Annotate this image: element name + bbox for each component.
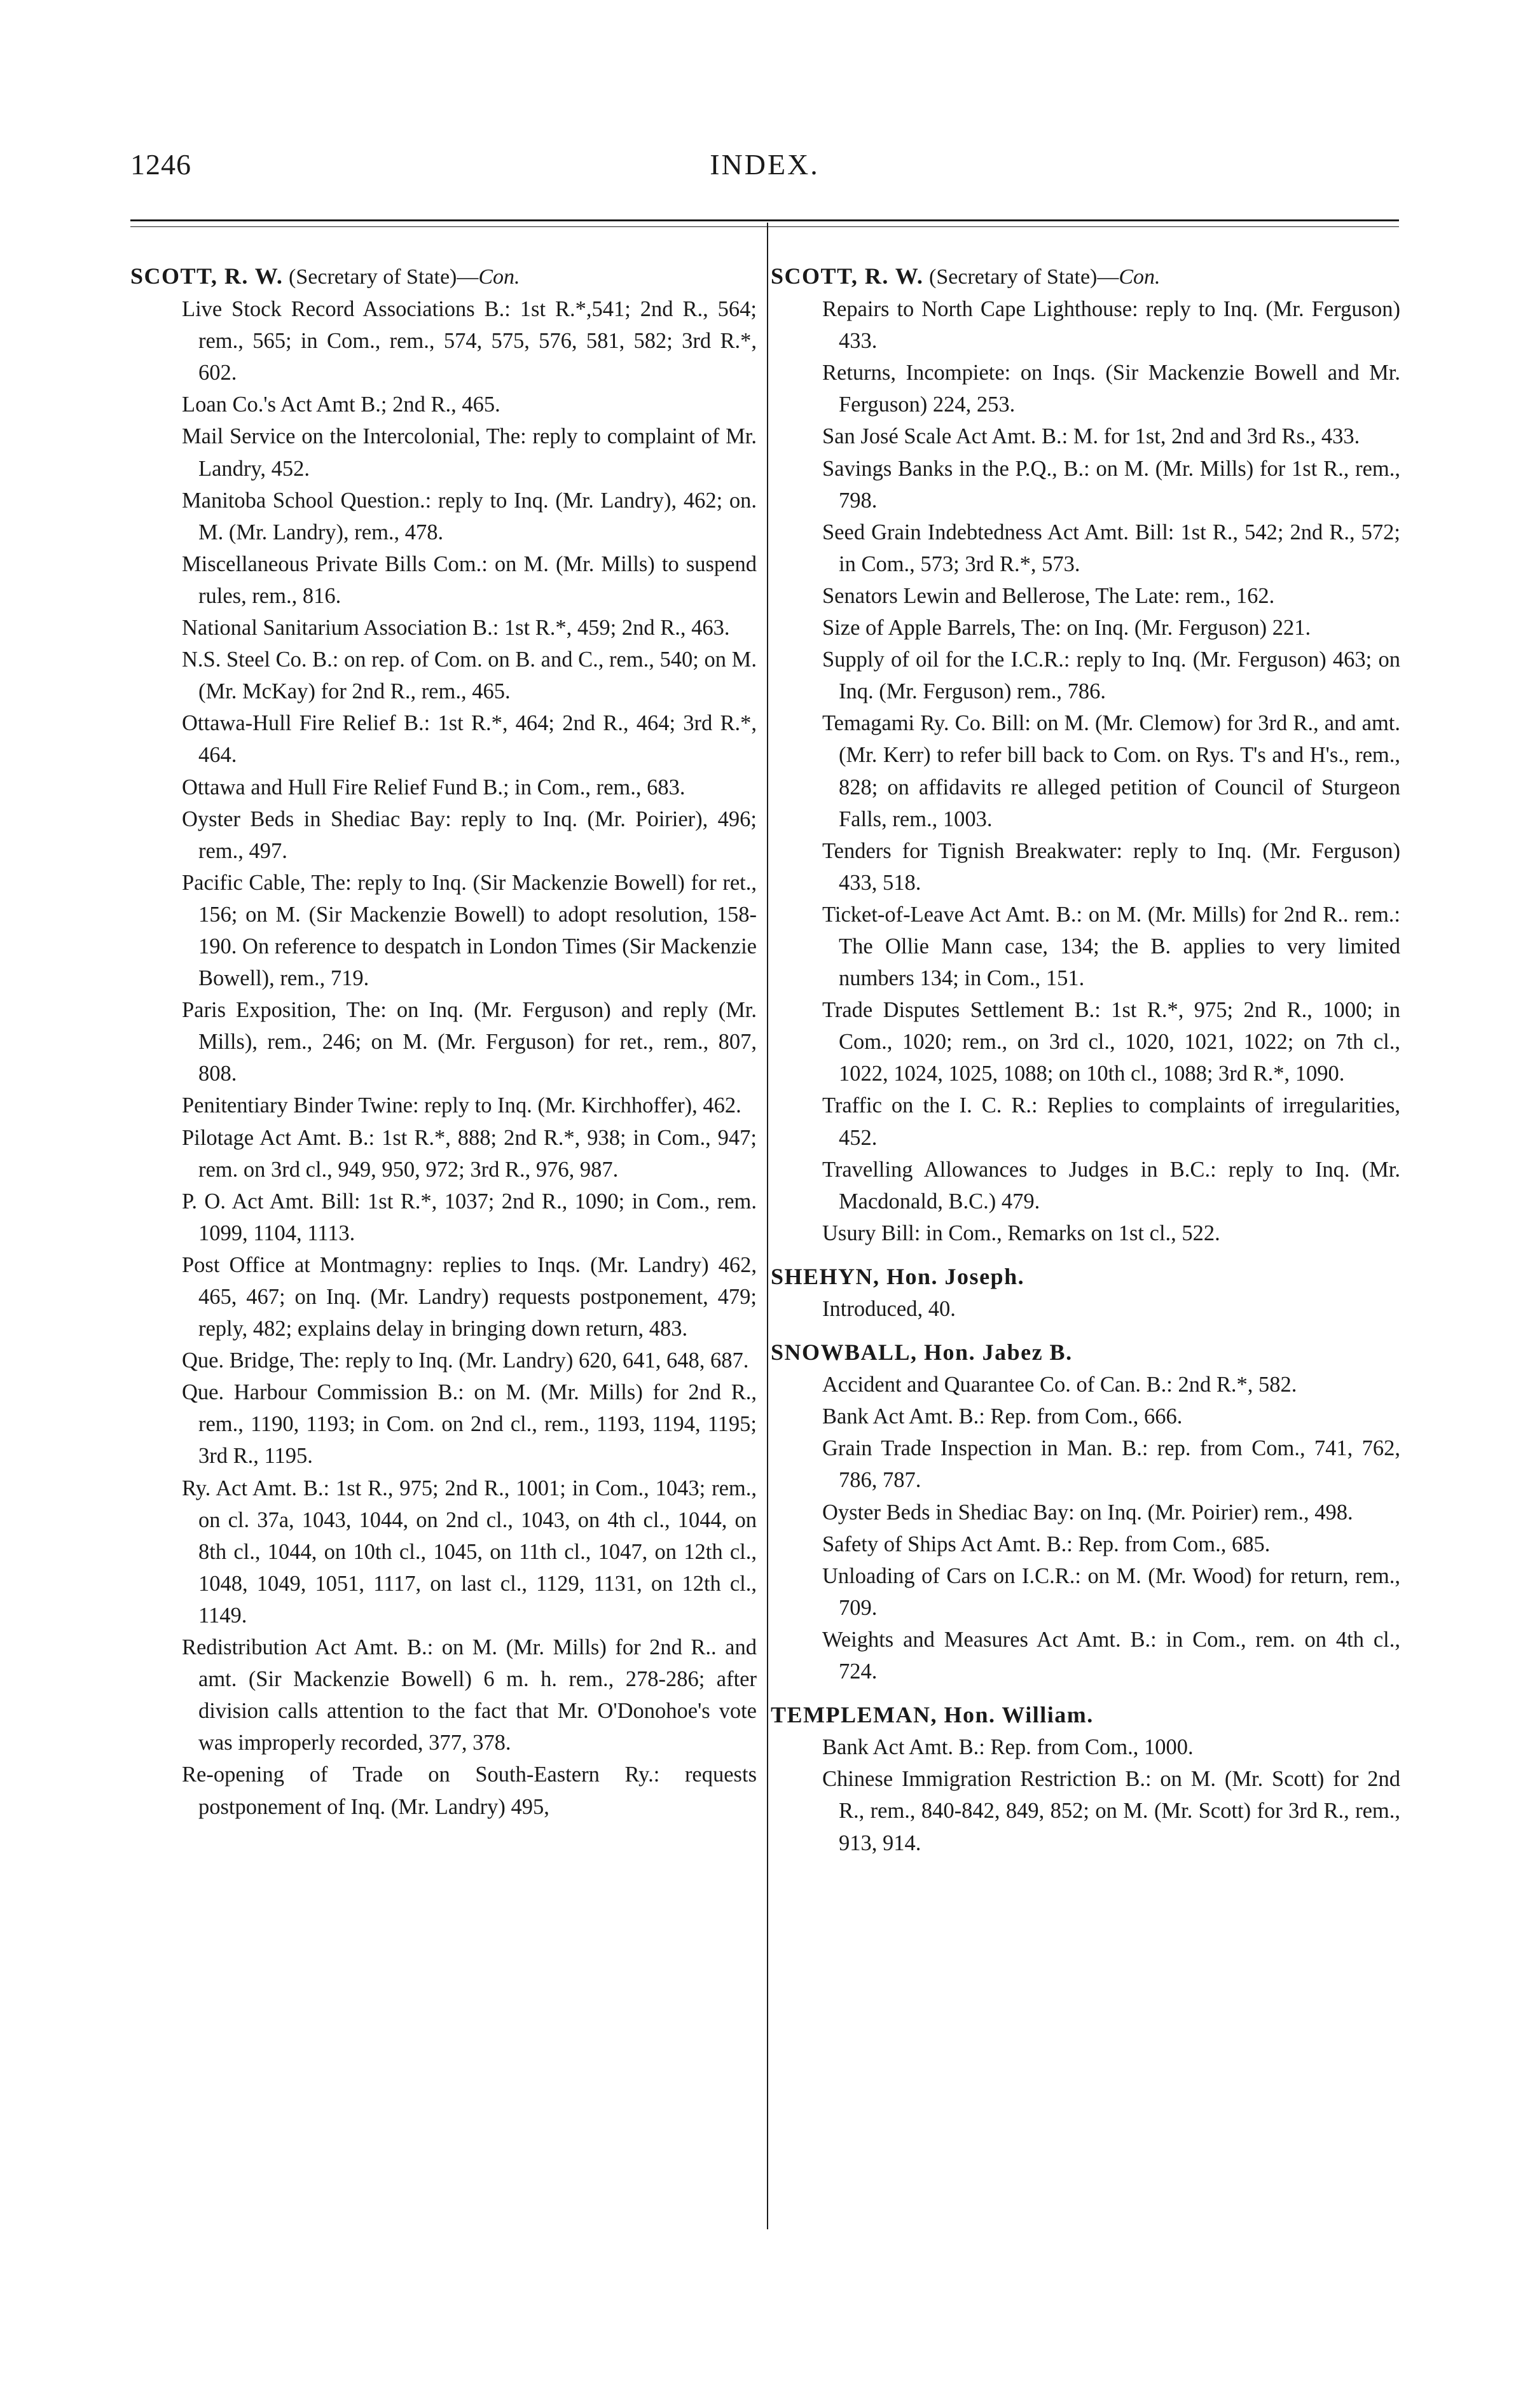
index-entry: Paris Exposition, The: on Inq. (Mr. Ferguson) and reply (Mr. Mills), rem., 246; on M. (Mr. Ferguson) for ret., rem., 807, 808. [182, 998, 757, 1086]
index-entry: Loan Co.'s Act Amt B.; 2nd R., 465. [182, 392, 500, 417]
index-entry: Miscellaneous Private Bills Com.: on M. (Mr. Mills) to suspend rules, rem., 816. [182, 551, 757, 608]
page-header [130, 148, 1399, 198]
index-entry: Oyster Beds in Shediac Bay: reply to Inq. (Mr. Poirier), 496; rem., 497. [182, 806, 757, 863]
index-entry: Usury Bill: in Com., Remarks on 1st cl., 522. [822, 1221, 1220, 1245]
page-number: 1246 [130, 148, 191, 181]
index-entry: Accident and Quarantee Co. of Can. B.: 2nd R.*, 582. [822, 1373, 1297, 1397]
index-heading [771, 1261, 1400, 1293]
index-entry: Bank Act Amt. B.: Rep. from Com., 1000. [822, 1735, 1194, 1760]
header-rule-thin [130, 226, 1399, 227]
index-entry: Introduced, 40. [822, 1297, 956, 1321]
index-entry: Senators Lewin and Bellerose, The Late: rem., 162. [822, 583, 1275, 608]
index-entry: Size of Apple Barrels, The: on Inq. (Mr. Ferguson) 221. [822, 616, 1311, 640]
index-entry: Grain Trade Inspection in Man. B.: rep. from Com., 741, 762, 786, 787. [822, 1436, 1400, 1493]
index-entry: San José Scale Act Amt. B.: M. for 1st, 2nd and 3rd Rs., 433. [822, 424, 1360, 449]
index-entry: Oyster Beds in Shediac Bay: on Inq. (Mr. Poirier) rem., 498. [822, 1500, 1353, 1525]
index-heading [771, 1699, 1400, 1731]
heading-name: SCOTT, R. W. [771, 263, 924, 289]
heading-role: (Secretary of State)— [929, 265, 1119, 289]
index-entry: Post Office at Montmagny: replies to Inqs. (Mr. Landry) 462, 465, 467; on Inq. (Mr. Landry) requests postponement, 479; reply, 482; explains delay in bringing down return, 483. [182, 1252, 757, 1341]
index-entry: Pilotage Act Amt. B.: 1st R.*, 888; 2nd R.*, 938; in Com., 947; rem. on 3rd cl., 949, 950, 972; 3rd R., 976, 987. [182, 1125, 757, 1182]
entry-list [130, 293, 757, 1823]
index-entry: Bank Act Amt. B.: Rep. from Com., 666. [822, 1404, 1183, 1429]
index-entry: Savings Banks in the P.Q., B.: on M. (Mr. Mills) for 1st R., rem., 798. [822, 456, 1400, 513]
index-entry: Traffic on the I. C. R.: Replies to complaints of irregularities, 452. [822, 1093, 1400, 1150]
index-entry: Tenders for Tignish Breakwater: reply to Inq. (Mr. Ferguson) 433, 518. [822, 838, 1400, 895]
index-entry: Que. Bridge, The: reply to Inq. (Mr. Landry) 620, 641, 648, 687. [182, 1348, 749, 1373]
index-entry: Live Stock Record Associations B.: 1st R.*,541; 2nd R., 564; rem., 565; in Com., rem., 574, 575, 576, 581, 582; 3rd R.*, 602. [182, 297, 757, 385]
index-entry: Ticket-of-Leave Act Amt. B.: on M. (Mr. Mills) for 2nd R.. rem.: The Ollie Mann case, 134; the B. applies to very limited numbers 134; in Com., 151. [822, 902, 1400, 991]
index-heading [130, 260, 757, 293]
right-column [771, 258, 1400, 1859]
index-entry: Re-opening of Trade on South-Eastern Ry.: requests postponement of Inq. (Mr. Landry) 495, [182, 1762, 757, 1819]
heading-role: (Secretary of State)— [289, 265, 479, 289]
running-title: INDEX. [710, 148, 820, 181]
index-entry: Temagami Ry. Co. Bill: on M. (Mr. Clemow) for 3rd R., and amt. (Mr. Kerr) to refer bill back to Com. on Rys. T's and H's., rem., 828; on affidavits re alleged petition of Council of Sturgeon Falls, rem., 1003. [822, 711, 1400, 831]
index-entry: Weights and Measures Act Amt. B.: in Com., rem. on 4th cl., 724. [822, 1627, 1400, 1684]
index-entry: Safety of Ships Act Amt. B.: Rep. from Com., 685. [822, 1532, 1271, 1556]
left-column [130, 258, 757, 1823]
index-entry: P. O. Act Amt. Bill: 1st R.*, 1037; 2nd R., 1090; in Com., rem. 1099, 1104, 1113. [182, 1189, 757, 1245]
section-gap [771, 1249, 1400, 1258]
heading-continued: Con. [1119, 265, 1161, 289]
index-entry: Repairs to North Cape Lighthouse: reply to Inq. (Mr. Ferguson) 433. [822, 297, 1400, 354]
heading-name: SNOWBALL, Hon. Jabez B. [771, 1339, 1073, 1366]
index-entry: Supply of oil for the I.C.R.: reply to Inq. (Mr. Ferguson) 463; on Inq. (Mr. Ferguson) rem., 786. [822, 647, 1400, 704]
index-entry: Penitentiary Binder Twine: reply to Inq. (Mr. Kirchhoffer), 462. [182, 1093, 741, 1118]
index-entry: Mail Service on the Intercolonial, The: reply to complaint of Mr. Landry, 452. [182, 424, 757, 481]
index-entry: Trade Disputes Settlement B.: 1st R.*, 975; 2nd R., 1000; in Com., 1020; rem., on 3rd cl., 1020, 1021, 1022; on 7th cl., 1022, 1024, 1025, 1088; on 10th cl., 1088; 3rd R.*, 1090. [822, 998, 1400, 1086]
index-entry: Pacific Cable, The: reply to Inq. (Sir Mackenzie Bowell) for ret., 156; on M. (Sir Mackenzie Bowell) to adopt resolution, 158-190. On reference to despatch in London Times (Sir Mackenzie Bowell), rem., 719. [182, 870, 757, 991]
index-entry: Unloading of Cars on I.C.R.: on M. (Mr. Wood) for return, rem., 709. [822, 1563, 1400, 1620]
index-entry: National Sanitarium Association B.: 1st R.*, 459; 2nd R., 463. [182, 616, 730, 640]
index-entry: Seed Grain Indebtedness Act Amt. Bill: 1st R., 542; 2nd R., 572; in Com., 573; 3rd R.*, 573. [822, 520, 1400, 576]
index-heading [771, 260, 1400, 293]
heading-name: TEMPLEMAN, Hon. William. [771, 1702, 1094, 1728]
heading-continued: Con. [478, 265, 520, 289]
index-entry: Que. Harbour Commission B.: on M. (Mr. Mills) for 2nd R., rem., 1190, 1193; in Com. on 2nd cl., rem., 1193, 1194, 1195; 3rd R., 1195. [182, 1380, 757, 1469]
index-entry: Ottawa and Hull Fire Relief Fund B.; in Com., rem., 683. [182, 775, 686, 799]
index-entry: Ry. Act Amt. B.: 1st R., 975; 2nd R., 1001; in Com., 1043; rem., on cl. 37a, 1043, 1044, on 2nd cl., 1043, on 4th cl., 1044, on 8th cl., 1044, on 10th cl., 1045, on 11th cl., 1047, on 12th cl., 1048, 1049, 1051, 1117, on last cl., 1129, 1131, on 12th cl., 1149. [182, 1476, 757, 1628]
index-entry: Redistribution Act Amt. B.: on M. (Mr. Mills) for 2nd R.. and amt. (Sir Mackenzie Bowell) 6 m. h. rem., 278-286; after division calls attention to the fact that Mr. O'Donohoe's vote was improperly recorded, 377, 378. [182, 1635, 757, 1755]
index-heading [771, 1336, 1400, 1369]
heading-name: SHEHYN, Hon. Joseph. [771, 1263, 1025, 1289]
heading-name: SCOTT, R. W. [130, 263, 284, 289]
index-entry: Chinese Immigration Restriction B.: on M. (Mr. Scott) for 2nd R., rem., 840-842, 849, 852; on M. (Mr. Scott) for 3rd R., rem., 913, 914. [822, 1767, 1400, 1855]
header-rule [130, 219, 1399, 221]
section-gap [771, 1325, 1400, 1334]
index-entry: Manitoba School Question.: reply to Inq. (Mr. Landry), 462; on. M. (Mr. Landry), rem., 478. [182, 488, 757, 544]
column-divider [767, 223, 768, 2229]
index-entry: Returns, Incompiete: on Inqs. (Sir Mackenzie Bowell and Mr. Ferguson) 224, 253. [822, 361, 1400, 417]
index-entry: Ottawa-Hull Fire Relief B.: 1st R.*, 464; 2nd R., 464; 3rd R.*, 464. [182, 711, 757, 768]
index-entry: N.S. Steel Co. B.: on rep. of Com. on B. and C., rem., 540; on M. (Mr. McKay) for 2nd R., rem., 465. [182, 647, 757, 704]
section-gap [771, 1687, 1400, 1696]
index-entry: Travelling Allowances to Judges in B.C.: reply to Inq. (Mr. Macdonald, B.C.) 479. [822, 1157, 1400, 1214]
